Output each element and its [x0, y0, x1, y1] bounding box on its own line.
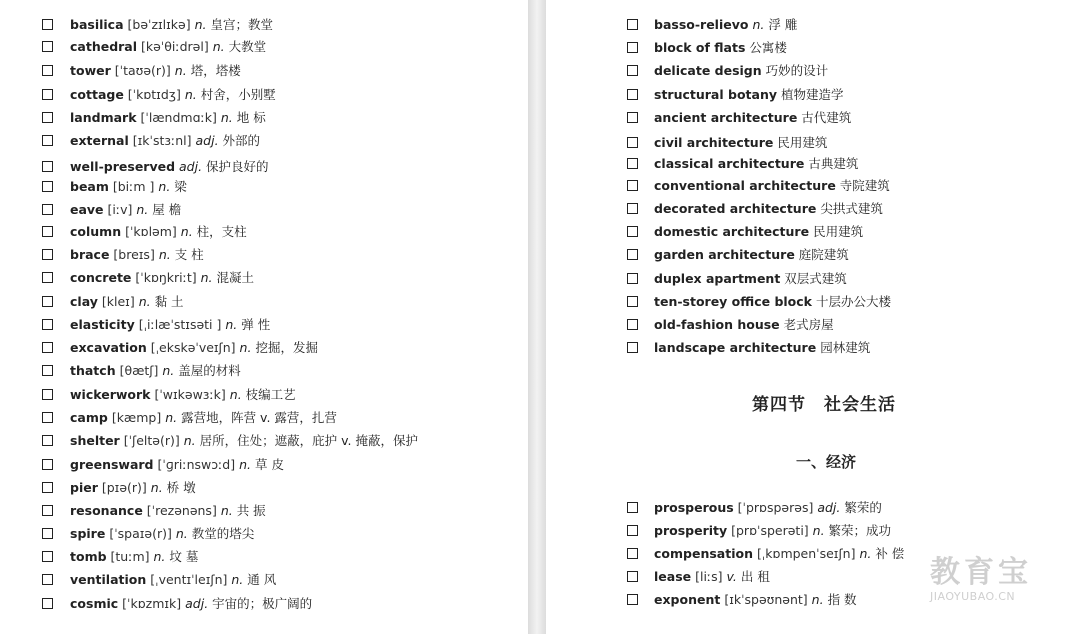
vocab-word: beam	[70, 179, 109, 194]
vocab-item	[0, 177, 528, 197]
checkbox[interactable]	[42, 112, 53, 123]
vocab-text	[70, 292, 184, 312]
vocab-part-of-speech: v.	[726, 569, 737, 584]
vocab-word: landscape architecture	[654, 340, 817, 355]
vocab-word: prosperous	[654, 500, 734, 515]
vocab-text	[70, 570, 276, 590]
vocab-item	[0, 478, 528, 498]
vocab-word: resonance	[70, 503, 143, 518]
vocab-text	[654, 199, 883, 219]
vocab-word: domestic architecture	[654, 224, 810, 239]
vocab-part-of-speech: n.	[812, 523, 825, 538]
vocab-part-of-speech: n.	[752, 17, 765, 32]
vocab-part-of-speech: n.	[200, 270, 213, 285]
page-gutter	[528, 0, 546, 634]
vocab-meaning: 挖掘，发掘	[255, 340, 318, 355]
vocab-word: landmark	[70, 110, 137, 125]
checkbox[interactable]	[627, 226, 638, 237]
vocab-item	[546, 199, 1080, 219]
vocab-item	[546, 338, 1080, 358]
vocab-word: spire	[70, 526, 106, 541]
vocab-item	[0, 501, 528, 521]
vocab-word: compensation	[654, 546, 753, 561]
checkbox[interactable]	[42, 161, 53, 172]
vocab-meaning: 民用建筑	[813, 224, 864, 239]
vocab-text	[654, 567, 770, 587]
vocab-text	[70, 222, 247, 242]
checkbox[interactable]	[627, 548, 638, 559]
vocab-item	[0, 157, 528, 177]
vocab-text	[70, 61, 241, 81]
vocab-item	[0, 455, 528, 475]
vocab-word: basilica	[70, 17, 124, 32]
vocab-item	[0, 361, 528, 381]
vocab-text	[654, 315, 834, 335]
vocab-item	[546, 133, 1080, 153]
checkbox[interactable]	[42, 135, 53, 146]
checkbox[interactable]	[627, 203, 638, 214]
vocab-word: duplex apartment	[654, 271, 781, 286]
vocab-meaning: 补 偿	[875, 546, 905, 561]
vocab-pronunciation: [ˈɡriːnswɔːd]	[157, 457, 236, 472]
vocab-text	[70, 501, 266, 521]
checkbox[interactable]	[42, 342, 53, 353]
vocab-word: pier	[70, 480, 98, 495]
vocab-word: cathedral	[70, 39, 138, 54]
vocab-pronunciation: [liːs]	[695, 569, 723, 584]
vocab-part-of-speech: n.	[138, 294, 151, 309]
vocab-item	[546, 61, 1080, 81]
vocab-text	[70, 547, 198, 567]
vocab-pronunciation: [ˈkɒzmɪk]	[122, 596, 182, 611]
vocab-meaning: 繁荣的	[844, 500, 882, 515]
vocab-pronunciation: [breɪs]	[113, 247, 155, 262]
vocab-text	[70, 455, 284, 475]
vocab-word: tower	[70, 63, 111, 78]
vocab-text	[70, 524, 254, 544]
vocab-part-of-speech: n.	[239, 340, 252, 355]
vocab-text	[654, 590, 857, 610]
vocab-word: old-fashion house	[654, 317, 780, 332]
vocab-meaning: 巧妙的设计	[765, 63, 829, 78]
vocab-meaning: 双层式建筑	[784, 271, 847, 286]
vocab-item	[546, 176, 1080, 196]
vocab-pronunciation: [bəˈzɪlɪkə]	[127, 17, 191, 32]
checkbox[interactable]	[627, 273, 638, 284]
checkbox[interactable]	[42, 365, 53, 376]
vocab-item	[0, 594, 528, 614]
vocab-word: clay	[70, 294, 98, 309]
vocab-item	[0, 268, 528, 288]
vocab-meaning: 民用建筑	[777, 135, 828, 150]
vocab-part-of-speech: n.	[136, 202, 149, 217]
vocab-item	[0, 245, 528, 265]
vocab-item	[0, 570, 528, 590]
vocab-text	[654, 521, 891, 541]
checkbox[interactable]	[627, 342, 638, 353]
vocab-item	[0, 131, 528, 151]
vocab-meaning: 支 柱	[174, 247, 204, 262]
vocab-word: lease	[654, 569, 692, 584]
vocab-pronunciation: [tuːm]	[110, 549, 150, 564]
vocab-part-of-speech: n.	[212, 39, 225, 54]
vocab-word: shelter	[70, 433, 120, 448]
checkbox[interactable]	[42, 319, 53, 330]
vocab-meaning: 通 风	[247, 572, 277, 587]
watermark-brand: 教育宝	[930, 555, 1032, 590]
vocab-meaning: 保护良好的	[206, 159, 269, 174]
vocab-item	[0, 222, 528, 242]
checkbox[interactable]	[42, 89, 53, 100]
vocab-word: structural botany	[654, 87, 777, 102]
vocab-meaning: 古代建筑	[801, 110, 852, 125]
vocab-word: elasticity	[70, 317, 135, 332]
right-page	[546, 0, 1080, 634]
vocab-meaning: 柱，支柱	[196, 224, 247, 239]
vocab-meaning: 屋 檐	[152, 202, 182, 217]
vocab-meaning: 老式房屋	[783, 317, 834, 332]
vocab-item	[546, 269, 1080, 289]
vocab-item	[546, 315, 1080, 335]
vocab-part-of-speech: n.	[231, 572, 244, 587]
vocab-word: ancient architecture	[654, 110, 798, 125]
checkbox[interactable]	[627, 525, 638, 536]
checkbox[interactable]	[42, 482, 53, 493]
vocab-text	[654, 154, 858, 174]
vocab-meaning: 寺院建筑	[839, 178, 890, 193]
vocab-part-of-speech: n.	[180, 224, 193, 239]
vocab-pronunciation: [ˌventɪˈleɪʃn]	[150, 572, 228, 587]
vocab-pronunciation: [ˈlændmɑːk]	[140, 110, 217, 125]
vocab-meaning: 庭院建筑	[798, 247, 849, 262]
vocab-word: concrete	[70, 270, 132, 285]
checkbox[interactable]	[627, 158, 638, 169]
vocab-pronunciation: [ˈprɒspərəs]	[737, 500, 814, 515]
vocab-text	[70, 385, 296, 405]
vocab-word: tomb	[70, 549, 107, 564]
vocab-pronunciation: [θætʃ]	[119, 363, 159, 378]
vocab-meaning: 塔，塔楼	[190, 63, 241, 78]
vocab-part-of-speech: adj.	[179, 159, 203, 174]
vocab-meaning: 大教堂	[228, 39, 267, 54]
checkbox[interactable]	[42, 204, 53, 215]
vocab-item	[0, 547, 528, 567]
vocab-word: basso-relievo	[654, 17, 749, 32]
vocab-part-of-speech: n.	[811, 592, 824, 607]
vocab-text	[70, 431, 418, 451]
vocab-meaning: 繁荣；成功	[828, 523, 892, 538]
section-title: 第四节 社会生活	[752, 395, 896, 415]
vocab-item	[0, 200, 528, 220]
vocab-part-of-speech: n.	[859, 546, 872, 561]
vocab-word: camp	[70, 410, 108, 425]
vocab-item	[546, 85, 1080, 105]
vocab-word: thatch	[70, 363, 116, 378]
vocab-meaning: 草 皮	[255, 457, 284, 472]
vocab-part-of-speech: n.	[229, 387, 242, 402]
vocab-part-of-speech: n.	[225, 317, 238, 332]
vocab-part-of-speech: adj.	[185, 596, 209, 611]
checkbox[interactable]	[627, 65, 638, 76]
vocab-meaning: 黏 土	[154, 294, 184, 309]
vocab-part-of-speech: n.	[194, 17, 207, 32]
vocab-word: ten-storey office block	[654, 294, 812, 309]
vocab-text	[654, 108, 851, 128]
vocab-word: exponent	[654, 592, 721, 607]
vocab-text	[70, 85, 276, 105]
watermark	[930, 556, 1070, 616]
vocab-part-of-speech: adj.	[195, 133, 219, 148]
left-page	[0, 0, 528, 634]
vocab-item	[546, 15, 1080, 35]
vocab-text	[70, 594, 312, 614]
vocab-word: column	[70, 224, 122, 239]
vocab-pronunciation: [biːm ]	[112, 179, 155, 194]
vocab-part-of-speech: n.	[220, 110, 233, 125]
checkbox[interactable]	[627, 319, 638, 330]
vocab-word: decorated architecture	[654, 201, 817, 216]
vocab-word: conventional architecture	[654, 178, 836, 193]
checkbox[interactable]	[627, 112, 638, 123]
vocab-pronunciation: [ɪkˈspəʊnənt]	[724, 592, 808, 607]
vocab-part-of-speech: n.	[239, 457, 252, 472]
vocab-meaning: 浮 雕	[768, 17, 798, 32]
vocab-text	[70, 200, 181, 220]
vocab-text	[70, 131, 260, 151]
vocab-pronunciation: [ˌkɒmpenˈseɪʃn]	[756, 546, 856, 561]
vocab-meaning: 尖拱式建筑	[820, 201, 883, 216]
vocab-text	[654, 85, 844, 105]
vocab-part-of-speech: n.	[174, 63, 187, 78]
vocab-text	[654, 133, 827, 153]
vocab-meaning: 共 振	[236, 503, 266, 518]
vocab-text	[70, 478, 196, 498]
vocab-pronunciation: [iːv]	[107, 202, 133, 217]
vocab-pronunciation: [pɪə(r)]	[101, 480, 147, 495]
vocab-item	[0, 108, 528, 128]
checkbox[interactable]	[42, 19, 53, 30]
vocab-pronunciation: [kleɪ]	[101, 294, 135, 309]
vocab-text	[70, 245, 204, 265]
vocab-part-of-speech: n.	[158, 247, 171, 262]
vocab-item	[546, 245, 1080, 265]
vocab-pronunciation: [kəˈθiːdrəl]	[141, 39, 209, 54]
vocab-meaning: 园林建筑	[820, 340, 871, 355]
checkbox[interactable]	[627, 594, 638, 605]
vocab-pronunciation: [ˈʃeltə(r)]	[123, 433, 180, 448]
vocab-text	[70, 338, 318, 358]
checkbox[interactable]	[42, 41, 53, 52]
checkbox[interactable]	[42, 272, 53, 283]
checkbox[interactable]	[42, 181, 53, 192]
vocab-pronunciation: [ˈwɪkəwɜːk]	[154, 387, 226, 402]
vocab-item	[0, 61, 528, 81]
checkbox[interactable]	[42, 65, 53, 76]
vocab-text	[70, 108, 266, 128]
checkbox[interactable]	[627, 502, 638, 513]
vocab-item	[0, 85, 528, 105]
checkbox[interactable]	[42, 249, 53, 260]
checkbox[interactable]	[42, 551, 53, 562]
vocab-text	[654, 338, 870, 358]
vocab-part-of-speech: n.	[220, 503, 233, 518]
vocab-meaning: 居所，住处；遮蔽，庇护 v. 掩蔽，保护	[199, 433, 418, 448]
vocab-word: block of flats	[654, 40, 746, 55]
vocab-meaning: 教堂的塔尖	[191, 526, 255, 541]
vocab-part-of-speech: n.	[158, 179, 171, 194]
vocab-item	[0, 385, 528, 405]
vocab-item	[546, 498, 1080, 518]
checkbox[interactable]	[627, 249, 638, 260]
vocab-text	[654, 269, 847, 289]
watermark-url: JIAOYUBAO.CN	[930, 590, 1016, 603]
vocab-pronunciation: [ˌekskəˈveɪʃn]	[150, 340, 236, 355]
vocab-pronunciation: [ˈkɒŋkriːt]	[135, 270, 197, 285]
checkbox[interactable]	[42, 459, 53, 470]
vocab-pronunciation: [ɪkˈstɜːnl]	[132, 133, 192, 148]
checkbox[interactable]	[42, 296, 53, 307]
vocab-word: excavation	[70, 340, 147, 355]
checkbox[interactable]	[42, 528, 53, 539]
subsection-title: 一、经济	[796, 453, 857, 471]
vocab-text	[654, 61, 828, 81]
vocab-word: prosperity	[654, 523, 728, 538]
vocab-item	[546, 222, 1080, 242]
vocab-word: classical architecture	[654, 156, 805, 171]
vocab-item	[546, 108, 1080, 128]
vocab-meaning: 外部的	[222, 133, 261, 148]
vocab-meaning: 盖屋的材料	[178, 363, 241, 378]
vocab-text	[70, 37, 266, 57]
vocab-meaning: 古典建筑	[808, 156, 859, 171]
checkbox[interactable]	[42, 574, 53, 585]
vocab-word: ventilation	[70, 572, 147, 587]
vocab-item	[0, 524, 528, 544]
vocab-pronunciation: [ˈrezənəns]	[146, 503, 217, 518]
vocab-pronunciation: [kæmp]	[111, 410, 162, 425]
vocab-item	[546, 292, 1080, 312]
vocab-part-of-speech: n.	[165, 410, 178, 425]
vocab-meaning: 梁	[174, 179, 187, 194]
vocab-meaning: 指 数	[827, 592, 857, 607]
vocab-part-of-speech: n.	[153, 549, 166, 564]
vocab-text	[654, 292, 891, 312]
vocab-item	[0, 408, 528, 428]
vocab-text	[70, 315, 270, 335]
vocab-meaning: 十层办公大楼	[815, 294, 891, 309]
vocab-meaning: 坟 墓	[169, 549, 199, 564]
vocab-pronunciation: [ˈkɒləm]	[125, 224, 177, 239]
checkbox[interactable]	[627, 19, 638, 30]
vocab-item	[546, 38, 1080, 58]
vocab-text	[70, 268, 254, 288]
vocab-word: eave	[70, 202, 104, 217]
vocab-text	[654, 38, 787, 58]
checkbox[interactable]	[627, 296, 638, 307]
vocab-word: garden architecture	[654, 247, 795, 262]
vocab-text	[654, 176, 890, 196]
checkbox[interactable]	[42, 412, 53, 423]
vocab-text	[70, 157, 269, 177]
vocab-meaning: 村舍，小别墅	[200, 87, 276, 102]
vocab-part-of-speech: n.	[183, 433, 196, 448]
vocab-text	[654, 245, 849, 265]
checkbox[interactable]	[42, 435, 53, 446]
checkbox[interactable]	[42, 389, 53, 400]
vocab-part-of-speech: n.	[162, 363, 175, 378]
checkbox[interactable]	[42, 505, 53, 516]
checkbox[interactable]	[42, 226, 53, 237]
vocab-pronunciation: [ˌiːlæˈstɪsəti ]	[138, 317, 222, 332]
vocab-meaning: 植物建造学	[780, 87, 844, 102]
vocab-text	[70, 177, 187, 197]
vocab-text	[654, 498, 882, 518]
vocab-word: external	[70, 133, 129, 148]
vocab-meaning: 弹 性	[241, 317, 271, 332]
vocab-pronunciation: [ˈtaʊə(r)]	[114, 63, 171, 78]
checkbox[interactable]	[627, 180, 638, 191]
vocab-meaning: 露营地，阵营 v. 露营，扎营	[181, 410, 337, 425]
vocab-word: well-preserved	[70, 159, 176, 174]
vocab-meaning: 宇宙的；极广阔的	[212, 596, 313, 611]
vocab-item	[0, 315, 528, 335]
vocab-word: civil architecture	[654, 135, 774, 150]
checkbox[interactable]	[627, 42, 638, 53]
vocab-word: greensward	[70, 457, 154, 472]
vocab-item	[546, 521, 1080, 541]
vocab-part-of-speech: n.	[184, 87, 197, 102]
vocab-item	[0, 338, 528, 358]
vocab-word: cosmic	[70, 596, 119, 611]
vocab-word: brace	[70, 247, 110, 262]
vocab-meaning: 出 租	[740, 569, 770, 584]
vocab-item	[0, 431, 528, 451]
vocab-text	[70, 408, 337, 428]
vocab-part-of-speech: n.	[150, 480, 163, 495]
vocab-pronunciation: [ˈkɒtɪdʒ]	[127, 87, 181, 102]
vocab-item	[0, 37, 528, 57]
vocab-word: delicate design	[654, 63, 762, 78]
vocab-text	[654, 15, 797, 35]
vocab-pronunciation: [prɒˈsperəti]	[731, 523, 809, 538]
checkbox[interactable]	[627, 137, 638, 148]
checkbox[interactable]	[627, 89, 638, 100]
vocab-meaning: 枝编工艺	[245, 387, 296, 402]
checkbox[interactable]	[42, 598, 53, 609]
vocab-item	[546, 154, 1080, 174]
vocab-text	[70, 361, 241, 381]
vocab-part-of-speech: adj.	[817, 500, 841, 515]
vocab-word: cottage	[70, 87, 124, 102]
vocab-meaning: 公寓楼	[749, 40, 787, 55]
vocab-meaning: 混凝土	[216, 270, 255, 285]
vocab-item	[0, 15, 528, 35]
checkbox[interactable]	[627, 571, 638, 582]
vocab-text	[654, 222, 863, 242]
vocab-meaning: 桥 墩	[166, 480, 196, 495]
vocab-pronunciation: [ˈspaɪə(r)]	[109, 526, 172, 541]
vocab-item	[0, 292, 528, 312]
vocab-meaning: 地 标	[236, 110, 266, 125]
vocab-text	[654, 544, 904, 564]
vocab-text	[70, 15, 273, 35]
vocab-part-of-speech: n.	[175, 526, 188, 541]
vocab-meaning: 皇宫；教堂	[210, 17, 273, 32]
vocab-word: wickerwork	[70, 387, 151, 402]
